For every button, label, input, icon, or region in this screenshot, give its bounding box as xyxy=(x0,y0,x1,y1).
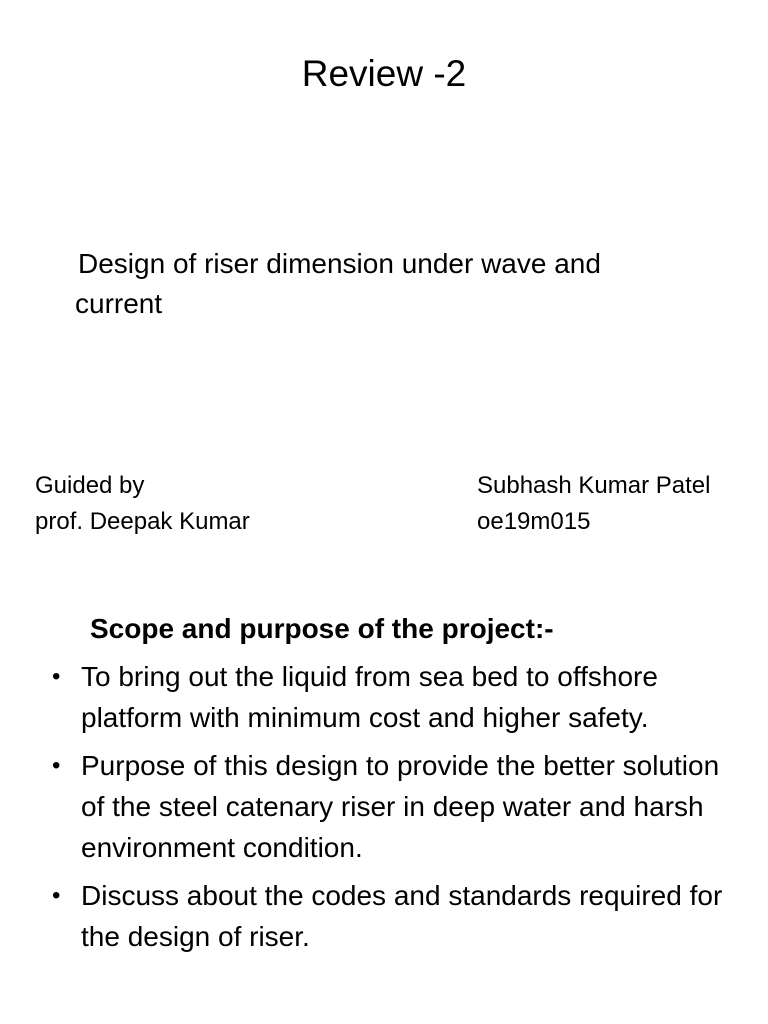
scope-bullet-list xyxy=(50,656,740,964)
slide-title: Review -2 xyxy=(301,53,467,94)
scope-bullet-text: Discuss about the codes and standards required for the design of riser. xyxy=(81,880,723,952)
scope-bullet-item xyxy=(50,745,740,868)
guide-label: Guided by xyxy=(35,472,145,499)
bullet-icon: • xyxy=(52,882,61,909)
scope-bullet-text: To bring out the liquid from sea bed to offshore platform with minimum cost and higher safety. xyxy=(81,661,658,733)
bullet-icon: • xyxy=(52,663,61,690)
guide-name: prof. Deepak Kumar xyxy=(35,508,250,535)
bullet-icon: • xyxy=(52,752,61,779)
guide-block xyxy=(35,468,355,540)
project-subtitle: Design of riser dimension under wave and current xyxy=(75,248,601,319)
author-block xyxy=(477,468,762,540)
author-roll-number: oe19m015 xyxy=(477,508,591,535)
scope-bullet-item xyxy=(50,656,740,738)
author-name: Subhash Kumar Patel xyxy=(477,472,711,499)
scope-heading: Scope and purpose of the project:- xyxy=(90,613,554,644)
scope-bullet-text: Purpose of this design to provide the better solution of the steel catenary riser in deep water and harsh environment condition. xyxy=(81,750,720,863)
scope-bullet-item xyxy=(50,875,740,957)
